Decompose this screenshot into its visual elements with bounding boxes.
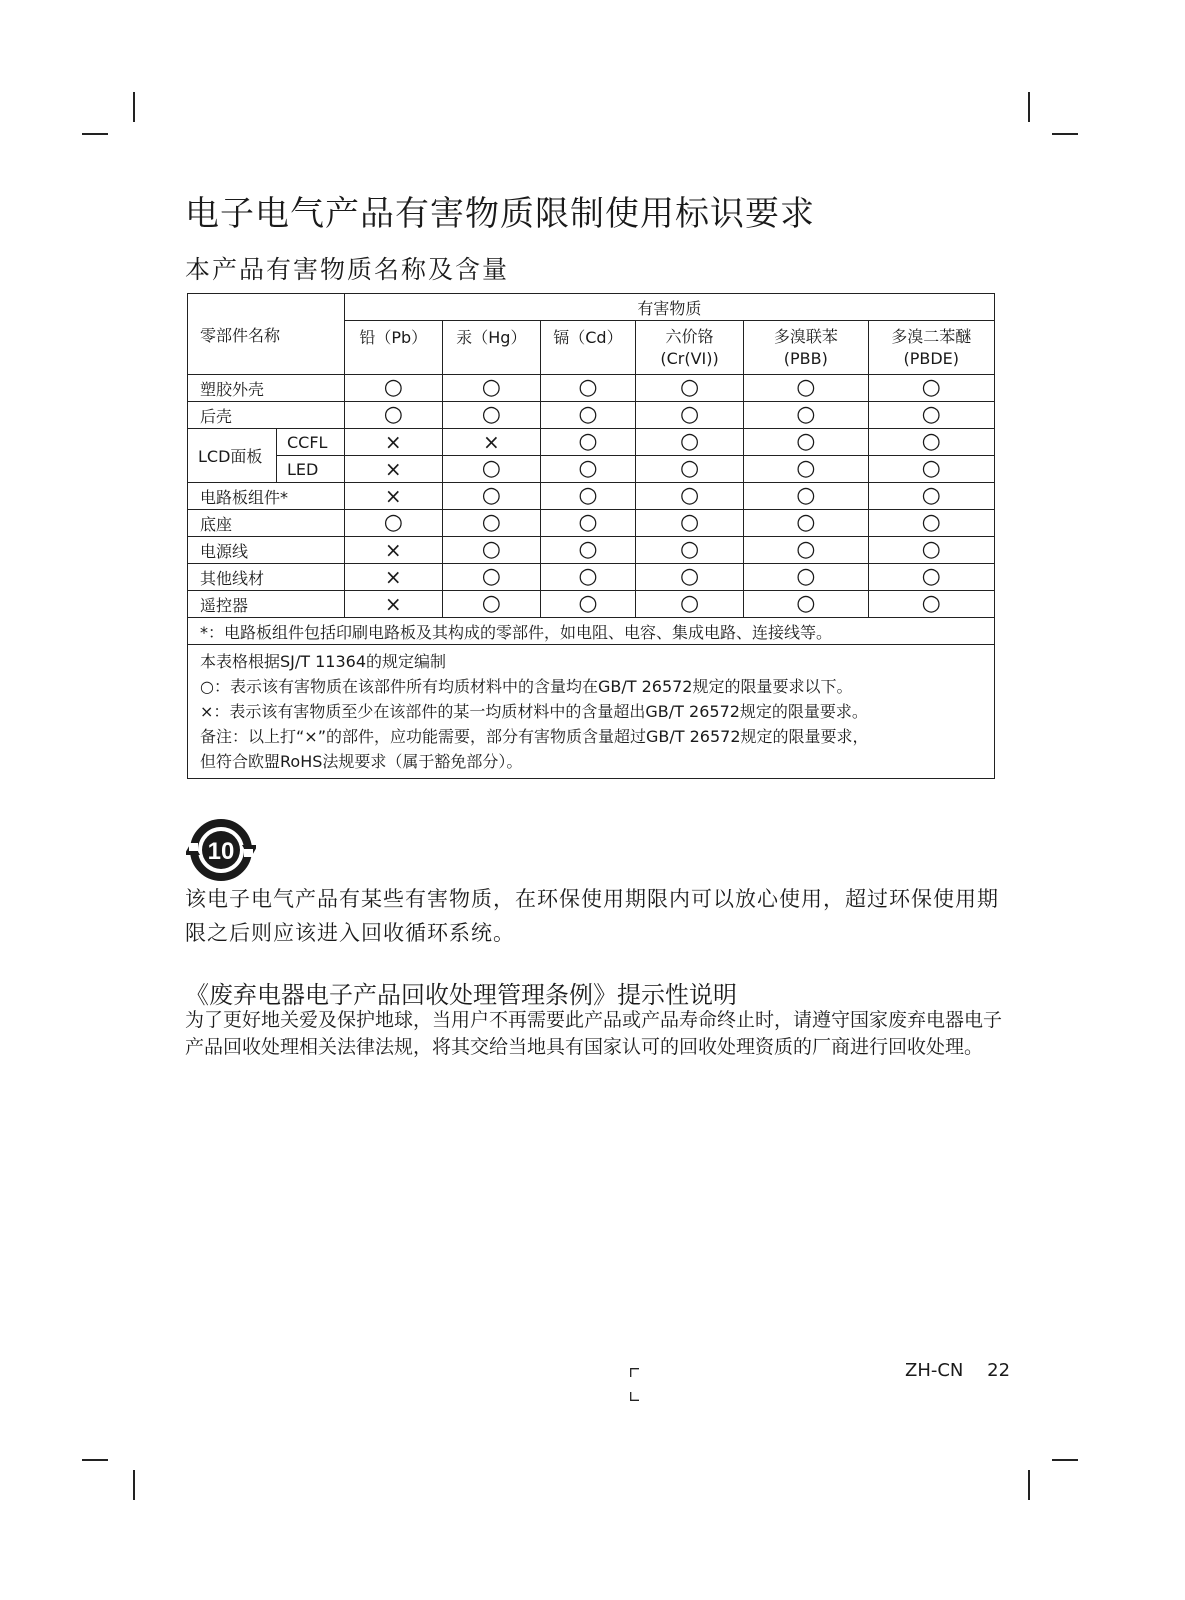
content-mark: ○ xyxy=(578,537,598,562)
content-mark: ○ xyxy=(921,510,941,535)
table-footnote: *：电路板组件包括印刷电路板及其构成的零部件，如电阻、电容、集成电路、连接线等。 xyxy=(188,618,995,645)
center-crop-mark xyxy=(630,1368,639,1377)
center-crop-mark xyxy=(630,1392,639,1401)
page-footer xyxy=(905,1360,1010,1381)
crop-mark xyxy=(82,1459,108,1461)
table-notes-row xyxy=(188,645,995,779)
column-header xyxy=(442,321,540,375)
content-mark: ○ xyxy=(921,591,941,616)
part-name: 电源线 xyxy=(188,537,345,564)
crop-mark xyxy=(1028,92,1030,122)
content-mark: ○ xyxy=(481,456,501,481)
column-abbrev: (PBDE) xyxy=(903,348,960,368)
content-mark: ○ xyxy=(679,402,700,427)
content-mark: ○ xyxy=(921,402,941,427)
content-mark: ○ xyxy=(921,456,941,481)
content-mark: × xyxy=(384,430,402,454)
content-mark: ○ xyxy=(796,537,816,562)
part-name: 遥控器 xyxy=(188,591,345,618)
content-mark: ○ xyxy=(481,510,501,535)
content-mark: ○ xyxy=(679,591,700,616)
column-header xyxy=(635,321,743,375)
content-mark: ○ xyxy=(679,456,700,481)
content-mark: ○ xyxy=(578,564,598,589)
note-line: ○：表示该有害物质在该部件所有均质材料中的含量均在GB/T 26572规定的限量要求以下。 xyxy=(200,677,853,696)
content-mark: ○ xyxy=(796,510,816,535)
column-abbrev: (PBB) xyxy=(783,348,828,368)
table-row xyxy=(188,591,995,618)
environment-protection-use-period-icon xyxy=(186,815,256,885)
recycle-section-body: 为了更好地关爱及保护地球，当用户不再需要此产品或产品寿命终止时，请遵守国家废弃电器电子产品回收处理相关法律法规，将其交给当地具有国家认可的回收处理资质的厂商进行回收处理。 xyxy=(185,1009,1003,1058)
page-number: 22 xyxy=(987,1360,1011,1381)
language-code: ZH-CN xyxy=(905,1360,964,1381)
crop-mark xyxy=(82,133,108,135)
content-mark: ○ xyxy=(679,564,700,589)
content-mark: ○ xyxy=(481,402,501,427)
crop-mark xyxy=(1028,1470,1030,1500)
part-name: 底座 xyxy=(188,510,345,537)
content-mark: ○ xyxy=(679,375,700,400)
content-mark: ○ xyxy=(796,564,816,589)
part-subtype: CCFL xyxy=(276,429,344,456)
content-mark: ○ xyxy=(578,510,598,535)
content-mark: ○ xyxy=(481,483,501,508)
environmental-use-paragraph: 该电子电气产品有某些有害物质，在环保使用期限内可以放心使用，超过环保使用期限之后则应该进入回收循环系统。 xyxy=(185,887,999,945)
part-name: 其他线材 xyxy=(188,564,345,591)
content-mark: ○ xyxy=(679,510,700,535)
content-mark: × xyxy=(384,457,402,481)
table-footnote-row xyxy=(188,618,995,645)
content-mark: ○ xyxy=(481,375,501,400)
part-name: 电路板组件* xyxy=(188,483,345,510)
table-row xyxy=(188,483,995,510)
content-mark: ○ xyxy=(679,429,700,454)
content-mark: ○ xyxy=(578,591,598,616)
content-mark: ○ xyxy=(921,537,941,562)
note-line: 备注：以上打“×”的部件，应功能需要，部分有害物质含量超过GB/T 26572规定的限量要求， xyxy=(200,727,869,746)
part-name: 塑胶外壳 xyxy=(188,375,345,402)
section-subtitle: 本产品有害物质名称及含量 xyxy=(185,255,510,284)
column-name: 铅（Pb） xyxy=(359,328,428,347)
content-mark: × xyxy=(384,592,402,616)
column-name: 汞（Hg） xyxy=(456,328,527,347)
content-mark: ○ xyxy=(383,375,403,400)
table-row xyxy=(188,456,995,483)
crop-mark xyxy=(133,92,135,122)
part-name: 后壳 xyxy=(188,402,345,429)
table-row xyxy=(188,402,995,429)
table-notes xyxy=(188,645,995,779)
page-title: 电子电气产品有害物质限制使用标识要求 xyxy=(185,194,815,234)
table-row xyxy=(188,429,995,456)
column-name: 多溴联苯 xyxy=(773,326,838,346)
part-name: LCD面板 xyxy=(188,429,277,483)
column-name: 多溴二苯醚 xyxy=(891,326,972,346)
column-header xyxy=(744,321,868,375)
content-mark: ○ xyxy=(796,456,816,481)
content-mark: ○ xyxy=(383,402,403,427)
crop-mark xyxy=(1052,133,1078,135)
content-mark: ○ xyxy=(796,591,816,616)
table-row xyxy=(188,564,995,591)
content-mark: ○ xyxy=(481,537,501,562)
hazardous-substances-header: 有害物质 xyxy=(344,294,994,321)
content-mark: ○ xyxy=(383,510,403,535)
table-row xyxy=(188,375,995,402)
content-mark: ○ xyxy=(578,456,598,481)
content-mark: ○ xyxy=(796,402,816,427)
column-abbrev: (Cr(VI)) xyxy=(660,348,719,368)
part-subtype: LED xyxy=(276,456,344,483)
note-line: 但符合欧盟RoHS法规要求（属于豁免部分）。 xyxy=(200,752,523,771)
crop-mark xyxy=(1052,1459,1078,1461)
note-line: 本表格根据SJ/T 11364的规定编制 xyxy=(200,652,447,671)
content-mark: × xyxy=(384,565,402,589)
column-header xyxy=(868,321,994,375)
logo-number: 10 xyxy=(207,838,235,865)
column-name: 六价铬 xyxy=(665,326,714,346)
column-header xyxy=(344,321,442,375)
content-mark: ○ xyxy=(578,375,598,400)
content-mark: × xyxy=(384,538,402,562)
crop-mark xyxy=(133,1470,135,1500)
table-row xyxy=(188,537,995,564)
content-mark: ○ xyxy=(921,429,941,454)
recycle-section-title: 《废弃电器电子产品回收处理管理条例》提示性说明 xyxy=(185,981,737,1009)
content-mark: ○ xyxy=(578,483,598,508)
column-header xyxy=(540,321,635,375)
content-mark: ○ xyxy=(796,483,816,508)
note-line: ×：表示该有害物质至少在该部件的某一均质材料中的含量超出GB/T 26572规定的限量要求。 xyxy=(200,702,868,721)
content-mark: ○ xyxy=(578,402,598,427)
content-mark: ○ xyxy=(679,483,700,508)
content-mark: ○ xyxy=(796,429,816,454)
content-mark: ○ xyxy=(921,483,941,508)
part-name-header: 零部件名称 xyxy=(188,294,345,375)
content-mark: ○ xyxy=(481,591,501,616)
content-mark: ○ xyxy=(796,375,816,400)
content-mark: ○ xyxy=(679,537,700,562)
column-name: 镉（Cd） xyxy=(553,328,623,347)
hazardous-substance-table xyxy=(187,293,995,779)
content-mark: ○ xyxy=(578,429,598,454)
content-mark: ○ xyxy=(481,564,501,589)
content-mark: × xyxy=(384,484,402,508)
content-mark: ○ xyxy=(921,564,941,589)
table-row xyxy=(188,510,995,537)
content-mark: × xyxy=(482,430,500,454)
content-mark: ○ xyxy=(921,375,941,400)
